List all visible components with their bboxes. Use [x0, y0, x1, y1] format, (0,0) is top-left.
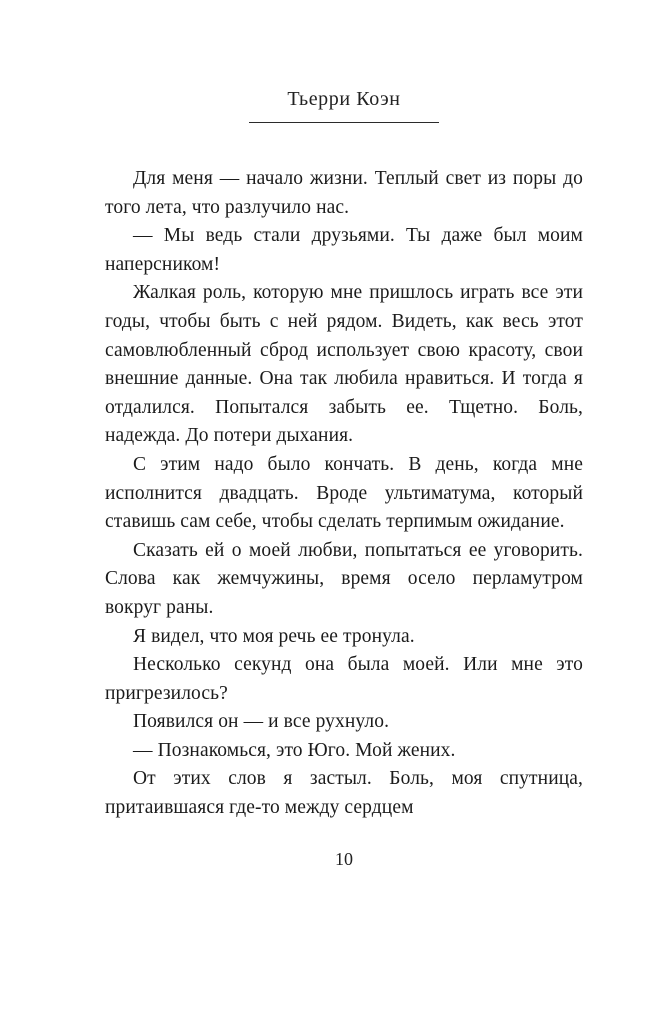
- page-footer: [105, 823, 583, 870]
- paragraph: От этих слов я застыл. Боль, моя спутница, притаившаяся где-то между сердцем: [105, 768, 583, 819]
- paragraph: Для меня — начало жизни. Теплый свет из поры до того лета, что разлучило нас.: [105, 168, 583, 218]
- paragraph: Я видел, что моя речь ее тронула.: [133, 625, 415, 647]
- paragraph: — Познакомься, это Юго. Мой жених.: [133, 739, 456, 761]
- paragraph: Сказать ей о моей любви, попытаться ее уговорить. Слова как жемчужины, время осело перламутром вокруг раны.: [105, 539, 583, 618]
- paragraph: Несколько секунд она была моей. Или мне это пригрезилось?: [105, 654, 583, 704]
- page-header: [105, 88, 583, 123]
- page-number: 10: [335, 848, 353, 869]
- paragraph: Жалкая роль, которую мне пришлось играть все эти годы, чтобы быть с ней рядом. Видеть, как весь этот самовлюбленный сброд использует свою красоту, свои внешние данные. Она так любила нравиться. И тогда я отдалился. Попытался забыть ее. Тщетно. Боль, надежда. До потери дыхания.: [105, 282, 583, 447]
- running-head-author: Тьерри Коэн: [287, 88, 401, 110]
- paragraph: Появился он — и все рухнуло.: [133, 711, 390, 733]
- paragraph: С этим надо было кончать. В день, когда мне исполнится двадцать. Вроде ультиматума, который ставишь сам себе, чтобы сделать терпимым ожидание.: [105, 453, 583, 533]
- page-body: [105, 165, 583, 823]
- header-rule: [249, 122, 439, 123]
- paragraph: — Мы ведь стали друзьями. Ты даже был моим наперсником!: [105, 225, 583, 275]
